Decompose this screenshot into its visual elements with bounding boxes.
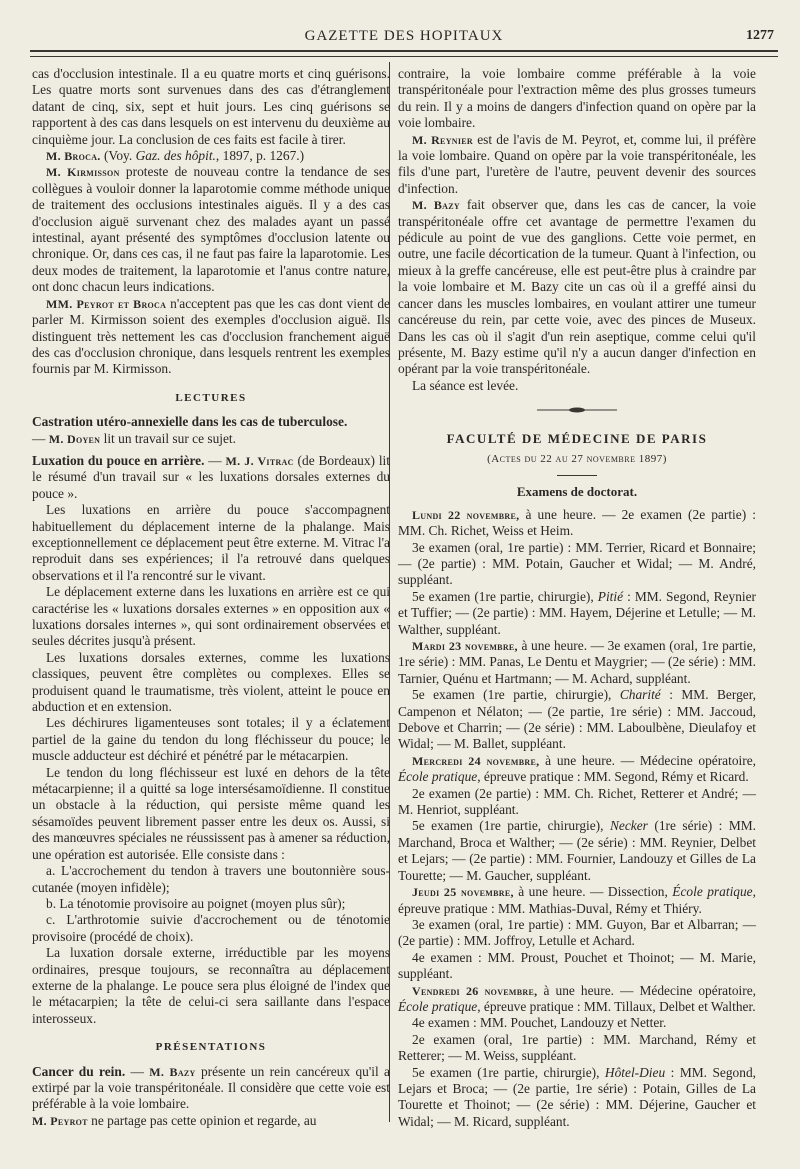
exam-text: , épreuve pratique : MM. Mathias-Duval, Rémy et Thiéry. — [398, 884, 756, 916]
paragraph-text: est de l'avis de M. Peyrot, et, comme lui, il préfère la voie lombaire. Quand on opère par la voie transpéritonéale, les fils d'une part, l'uretère de l'autre, peuvent devenir des sources d'infection. — [398, 131, 757, 196]
exam-day: Mardi 23 novembre, — [412, 639, 518, 653]
paragraph-text: lit un travail sur ce sujet. — [100, 430, 236, 446]
location-name: École pratique — [398, 998, 478, 1014]
exam-day: Mercredi 24 novembre, — [412, 753, 540, 768]
paragraph-text: ne partage pas cette opinion et regarde, au — [87, 1112, 317, 1128]
speaker-name: MM. Peyrot et Broca — [46, 296, 167, 311]
paragraph: contraire, la voie lombaire comme préférable à la voie transpéritonéale pour l'extraction même des plus grosses tumeurs du rein. Il y a moins de dangers d'infection quand on opère par la voie lombaire. — [398, 66, 756, 131]
paragraph — [398, 132, 756, 198]
section-heading-faculte: FACULTÉ DE MÉDECINE DE PARIS — [446, 430, 708, 446]
paragraph: Le déplacement externe dans les luxations en arrière est ce qui caractérise les « luxations dorsales externes » en opposition aux « luxations dorsales internes », qui sont ordinairement observées et seules décrites jusqu'à présent. — [32, 584, 390, 649]
paragraph-text: fait observer que, dans les cas de cancer, la voie transpéritonéale offre cet avantage de permettre l'examen du pédicule au point de vue des ganglions. Cette voie permet, en outre, une facile décortication de la tumeur. Quant à l'infection, ou mieux à la greffe cancéreuse, elle est peut-être plus à craindre par la voie lombaire et M. Bazy cite un cas où il a greffé ainsi du cancer dans les muscles lombaires, en voulant attirer une tumeur cancéreuse du rein, par cette voie, avec des pinces de Museux. Dans les cas où il s'agit d'un rein aseptique, comme celui qu'il présente, M. Bazy estime qu'il n'y a aucun danger d'infection en opérant par la voie transpéritonéale. — [398, 197, 756, 377]
exam-entry: 2e examen (2e partie) : MM. Ch. Richet, Retterer et André; — M. Henriot, suppléant. — [398, 785, 756, 818]
ornament-icon — [537, 406, 617, 414]
exam-text: à une heure. — 3e examen (oral, 1re partie, 1re série) : MM. Panas, Le Dentu et Maygrier; — (2e série) : MM. Tarnier, Quénu et Hartmann; — M. Achard, suppléant. — [398, 638, 756, 686]
exam-entry: 3e examen (oral, 1re partie) : MM. Guyon, Bar et Albarran; — (2e partie) : MM. Joffroy, Letulle et Achard. — [398, 916, 756, 949]
paragraph — [32, 164, 390, 295]
exam-day: Vendredi 26 novembre, — [412, 983, 538, 998]
short-rule — [557, 475, 597, 476]
paragraph: La luxation dorsale externe, irréductible par les moyens ordinaires, presque toujours, se reconnaîtra au déplacement externe de la phalange. Le pouce sera plus éloigné de l'index que le métacarpien; la tête de celui-ci sera saillante dans l'espace interosseux. — [32, 945, 390, 1026]
paragraph — [32, 148, 390, 164]
exam-text: 5e examen (1re partie, chirurgie), — [412, 687, 620, 703]
speaker-name: M. Kirmisson — [46, 165, 120, 180]
section-heading-presentations: PRÉSENTATIONS — [155, 1041, 267, 1054]
paragraph-text: n'acceptent pas que les cas dont vient de parler M. Kirmisson soient des exemples d'occlusion aiguë. Ils distinguent très nettement les cas d'occlusion franchement aiguë des cas d'occlusion chronique, dans lesquels rentrent les exemples fournis par M. Kirmisson. — [32, 295, 390, 377]
section-heading-lectures: LECTURES — [175, 391, 247, 404]
exam-entry — [398, 687, 756, 753]
list-item: c. L'arthrotomie suivie d'accrochement ou de ténotomie provisoire (procédé de choix). — [32, 912, 390, 944]
paragraph: Luxation du pouce en arrière. — M. J. Vitrac (de Bordeaux) lit le résumé d'un travail sur « les luxations dorsales externes du pouce ». — [32, 452, 391, 501]
exam-entry — [398, 507, 756, 540]
speaker-name: M. Bazy — [412, 198, 460, 213]
speaker-name: M. Bazy — [149, 1064, 196, 1079]
paragraph — [32, 1113, 390, 1129]
speaker-name: M. Broca. — [46, 149, 101, 164]
paragraph-text: (Voy. — [100, 148, 136, 164]
location-name: École pratique — [398, 769, 478, 785]
exam-entry — [398, 589, 756, 638]
header-rule-thin — [30, 56, 778, 57]
exam-text: à une heure. — 2e examen (2e partie) : MM. Ch. Richet, Weiss et Heim. — [398, 506, 756, 539]
paragraph: — M. Doyen lit un travail sur ce sujet. — [32, 430, 236, 446]
exam-entry — [398, 638, 756, 687]
exam-text: : MM. Segond, Lejars et Broca; — (2e partie, 1re série) : Potain, Gilles de La Tourette et Thoinot; — (2e série) : MM. Déjerine, Gaucher et Widal; — M. Ricard, suppléant. — [398, 1064, 756, 1129]
paragraph-text: (de Bordeaux) lit le résumé d'un travail sur « les luxations dorsales externes du pouce ». — [32, 452, 391, 501]
exam-text: : MM. Segond, Reynier et Tuffier; — (2e partie) : MM. Hayem, Déjerine et Letulle; — M. Walther, suppléant. — [398, 588, 757, 637]
exam-text: : MM. Berger, Campenon et Nélaton; — (2e partie, 1re série) : MM. Jaccoud, Debove et Charrin; — (2e série) : MM. Laboulbène, Dieulafoy et Widal; — M. Ballet, suppléant. — [398, 687, 756, 752]
paragraph-text: présente un rein cancéreux qu'il a extirpé par la voie transpéritonéale. Il considère que cette voie est préférable à la voie lombaire. — [32, 1063, 390, 1112]
paragraph — [32, 296, 390, 378]
left-column — [32, 66, 390, 1129]
header-rule — [30, 50, 778, 52]
hospital-name: Pitié — [597, 588, 624, 604]
paragraph: cas d'occlusion intestinale. Il a eu quatre morts et cinq guérisons. Les quatre morts sont survenues dans des cas d'étranglement datant de cinq, six, sept et huit jours. Les cinq guérisons se rapportent à des cas dans lesquels on est intervenu du deuxième au cinquième jour. La conclusion de ces faits est facile à tirer. — [32, 66, 390, 147]
exam-text: à une heure. — Dissection, — [513, 884, 673, 900]
examens-heading: Examens de doctorat. — [516, 484, 638, 500]
exam-entry — [398, 983, 756, 1016]
speaker-name: M. Peyrot — [32, 1113, 88, 1128]
list-item: a. L'accrochement du tendon à travers une boutonnière sous-cutanée (moyen infidèle); — [32, 863, 390, 895]
right-column — [398, 66, 756, 1130]
paragraph — [398, 197, 756, 377]
location-name: École pratique — [672, 884, 753, 900]
exam-entry — [398, 818, 756, 884]
journal-title: GAZETTE DES HOPITAUX — [304, 28, 504, 44]
section-subheading-dates: (Actes du 22 au 27 novembre 1897) — [487, 452, 667, 465]
paragraph: Le tendon du long fléchisseur est luxé en dehors de la tête métacarpienne; il a quitté sa loge intersésamoïdienne. Il constitue un obstacle à la réduction, qui persiste même quand les sésamoïdes peuvent librement passer entre les deux os. Aussi, si des manœuvres spéciales ne réussissent pas à amener sa réduction, une opération est autorisée. Elle consiste dans : — [32, 764, 390, 862]
exam-text: , épreuve pratique : MM. Segond, Rémy et Ricard. — [477, 769, 749, 785]
presentation-title: Cancer du rein. — [32, 1063, 126, 1079]
hospital-name: Hôtel-Dieu — [604, 1064, 666, 1080]
lecture-title: Luxation du pouce en arrière. — [32, 452, 205, 468]
exam-day: Jeudi 25 novembre, — [412, 885, 514, 900]
speaker-name: M. Reynier — [412, 132, 473, 147]
exam-day: Lundi 22 novembre, — [412, 507, 520, 522]
paragraph: Les luxations dorsales externes, comme les luxations classiques, peuvent être complètes ou complexes. Elles se produisent quand le traumatisme, très violent, atteint le pouce en abduction et en extension. — [32, 649, 390, 715]
list-item: b. La ténotomie provisoire au poignet (moyen plus sûr); — [46, 895, 346, 911]
exam-text: 5e examen (1re partie, chirurgie), — [412, 1064, 605, 1080]
hospital-name: Necker — [609, 818, 648, 834]
speaker-name: M. J. Vitrac — [225, 453, 294, 468]
exam-text: à une heure. — Médecine opératoire, — [539, 752, 756, 768]
exam-entry: 4e examen : MM. Proust, Pouchet et Thoinot; — M. Marie, suppléant. — [398, 949, 756, 982]
paragraph: Les déchirures ligamenteuses sont totales; il y a éclatement partiel de la gaine du tendon du long fléchisseur du pouce; le muscle adducteur est déchiré et pénétré par le métacarpien. — [32, 715, 390, 764]
paragraph: La séance est levée. — [412, 377, 519, 393]
exam-entry: 3e examen (oral, 1re partie) : MM. Terrier, Ricard et Bonnaire; — (2e partie) : MM. Potain, Gaucher et Widal; — M. André, suppléant. — [398, 539, 756, 588]
exam-entry — [398, 1065, 756, 1131]
exam-text: , épreuve pratique : MM. Tillaux, Delbet et Walther. — [477, 998, 756, 1014]
citation-ref: , 1897, p. 1267.) — [215, 148, 305, 164]
paragraph-text: proteste de nouveau contre la tendance de ses collègues à vouloir donner la laparotomie comme méthode unique de traitement des occlusions intestinales aiguës. Il y a des cas d'occlusion aiguë survenant chez des malades ayant un passé intestinal, ayant présenté des symptômes d'occlusion latente ou chronique. Or, dans ces cas, il ne faut pas faire la laparotomie. Les deux modes de traitement, la laparotomie et l'anus contre nature, ont donc chacun leurs indications. — [32, 164, 390, 295]
ornamental-rule — [398, 404, 756, 420]
paragraph: Les luxations en arrière du pouce s'accompagnent habituellement du déplacement interne de la phalange. Mais exceptionnellement ce déplacement peut être externe. M. Vitrac l'a reproduit dans ses expériences; il l'a retrouvé dans quelques observations et il l'a rencontré sur le vivant. — [32, 502, 390, 583]
exam-entry: 4e examen : MM. Pouchet, Landouzy et Netter. — [412, 1015, 667, 1031]
exam-entry — [398, 753, 756, 786]
hospital-name: Charité — [619, 687, 661, 703]
exam-text: à une heure. — Médecine opératoire, — [537, 982, 756, 998]
speaker-name: M. Doyen — [48, 431, 101, 446]
paragraph: Cancer du rein. — M. Bazy présente un rein cancéreux qu'il a extirpé par la voie transpéritonéale. Il considère que cette voie est préférable à la voie lombaire. — [32, 1063, 390, 1112]
exam-text: (1re série) : MM. Marchand, Broca et Walther; — (2e série) : MM. Reynier, Delbet et Lejars; — (2e partie) : MM. Fournier, Landouzy et Gilles de La Tourette; — M. Gaucher, suppléant. — [398, 818, 756, 883]
page-header — [30, 28, 778, 48]
exam-text: 5e examen (1re partie, chirurgie), — [412, 818, 610, 834]
exam-text: 5e examen (1re partie, chirurgie), — [412, 588, 598, 604]
exam-entry: 2e examen (oral, 1re partie) : MM. Marchand, Rémy et Retterer; — M. Weiss, suppléant. — [398, 1031, 756, 1064]
exam-entry — [398, 884, 756, 917]
page-number: 1277 — [746, 28, 774, 43]
citation-journal: Gaz. des hôpit. — [135, 148, 216, 164]
lecture-title: Castration utéro-annexielle dans les cas de tuberculose. — [32, 414, 348, 430]
